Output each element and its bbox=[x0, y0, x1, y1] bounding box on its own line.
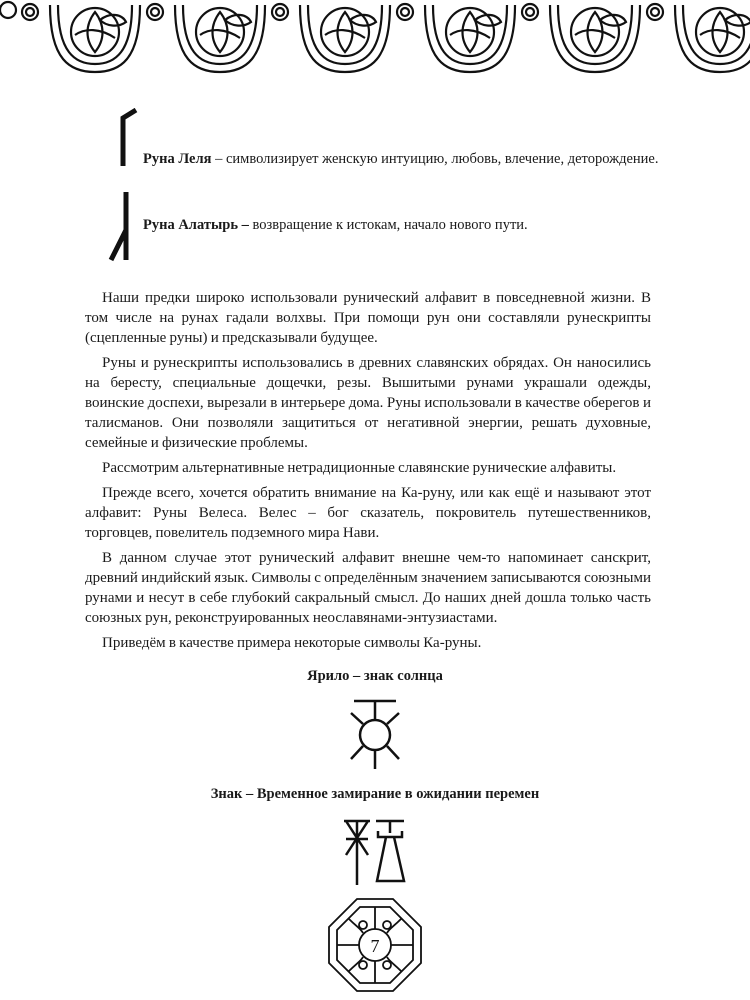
paragraph: В данном случае этот рунический алфавит внешне чем-то напоминает санскрит, древний индийский язык. Символы с определённым значением записываются союзными рунами и несут в себе глубокий сакральный смысл. До наших дней дошла только часть союзных рун, реконструированных неославянами-энтузиастами. bbox=[85, 550, 651, 626]
waiting-change-symbol-icon bbox=[342, 817, 408, 887]
page-number-badge bbox=[327, 897, 423, 993]
page-number: 7 bbox=[370, 936, 380, 956]
paragraph: Руны и рунескрипты использовались в древних славянских обрядах. Он наносились на бересту, специальные дощечки, резы. Вышитыми рунами украшали одежды, воинские доспехи, вырезали в интерьере дома. Руны использовали в качестве оберегов и талисманов. Они позволяли защититься от негативной энергии, решать духовные, семейные и физические проблемы. bbox=[85, 355, 651, 451]
caption-waiting: Знак – Временное замирание в ожидании перемен bbox=[210, 786, 540, 802]
paragraph: Наши предки широко использовали рунический алфавит в повседневной жизни. В том числе на рунах гадали волхвы. При помощи рун они составляли рунескрипты (сцепленные руны) и предсказывали будущее. bbox=[85, 290, 651, 346]
paragraph: Прежде всего, хочется обратить внимание на Ка-руну, или как ещё и называют этот алфавит: Руны Велеса. Велес – бог сказатель, покровитель путешественников, торговцев, повелитель подземного мира Нави. bbox=[85, 485, 651, 541]
yarilo-sun-symbol-icon bbox=[345, 699, 405, 771]
paragraph: Рассмотрим альтернативные нетрадиционные славянские рунические алфавиты. bbox=[102, 460, 617, 476]
rune-alatyr-description: Руна Алатырь – возвращение к истокам, начало нового пути. bbox=[143, 217, 528, 233]
rune-lelya-description: Руна Леля – символизирует женскую интуицию, любовь, влечение, деторождение. bbox=[143, 151, 659, 167]
caption-yarilo: Ярило – знак солнца bbox=[307, 668, 443, 684]
body-text bbox=[85, 288, 651, 653]
paragraph: Приведём в качестве примера некоторые символы Ка-руны. bbox=[102, 635, 482, 651]
